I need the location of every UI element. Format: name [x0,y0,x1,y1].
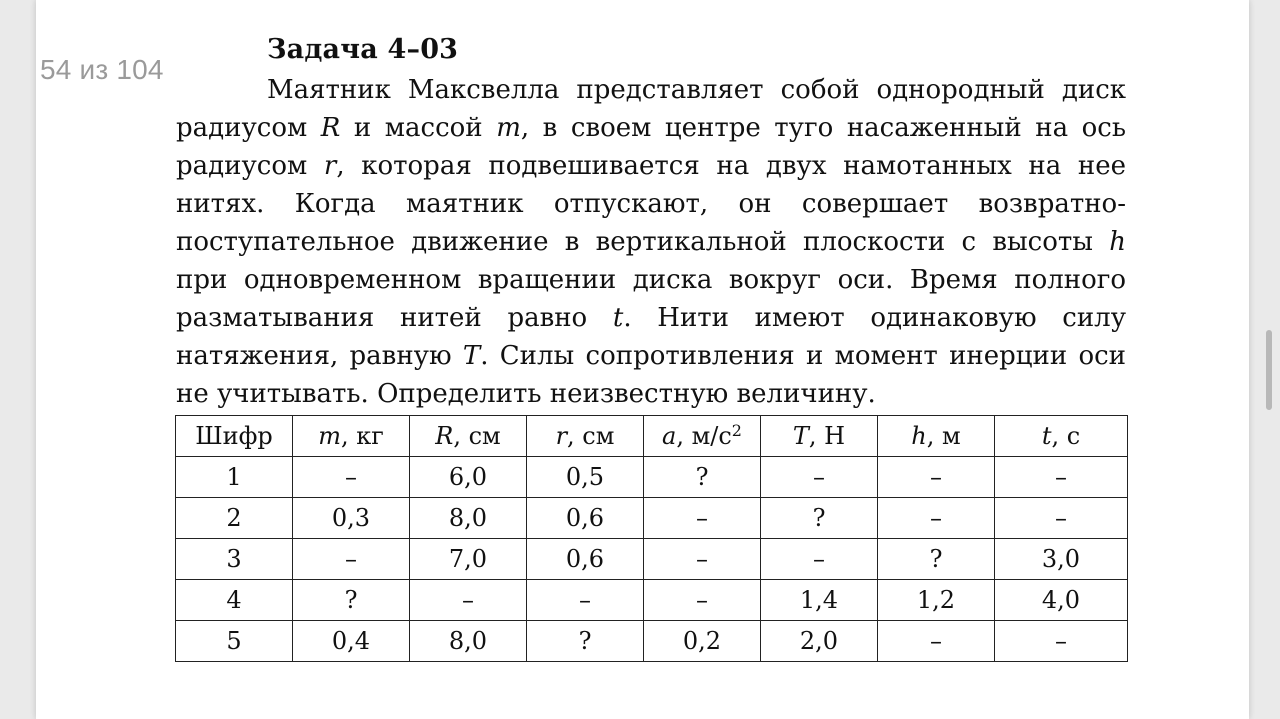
table-cell: – [761,457,878,498]
table-cell: – [644,580,761,621]
table-row [176,621,1128,662]
table-cell: 0,6 [527,498,644,539]
table-cell: 4,0 [995,580,1128,621]
symbol-t: t [612,303,624,333]
table-cell: 7,0 [410,539,527,580]
statement-text: и массой [340,113,497,143]
table-cell: ? [878,539,995,580]
table-cell: – [644,498,761,539]
symbol-h: h [1109,227,1126,257]
table-cell: 0,2 [644,621,761,662]
table-cell: 1,2 [878,580,995,621]
table-cell: 0,6 [527,539,644,580]
table-cell: ? [761,498,878,539]
statement-text: . Нити имеют одинаковую силу натяжения, равную [176,303,1126,371]
table-cell: – [878,457,995,498]
symbol-R: R [320,113,341,143]
table-cell: ? [527,621,644,662]
table-row [176,498,1128,539]
header-tension: T, Н [761,416,878,457]
task-title: Задача 4–03 [267,34,459,65]
table-cell: 3,0 [995,539,1128,580]
table-cell: – [995,457,1128,498]
table-cell: 8,0 [410,498,527,539]
table-cell: 0,5 [527,457,644,498]
cipher-cell: 4 [176,580,293,621]
table-row [176,539,1128,580]
statement-text: . Силы сопротивления и момент инерции оси не учитывать. Определить неизвестную величину. [176,341,1126,409]
table-cell: – [293,539,410,580]
page-counter: 54 из 104 [40,54,164,85]
statement-text: при одновременном вращении диска вокруг оси. Время полного разматывания нитей равно [176,265,1126,333]
cipher-cell: 1 [176,457,293,498]
statement-text: Маятник Максвелла представляет собой однородный диск радиусом [176,75,1126,143]
table-cell: 6,0 [410,457,527,498]
symbol-r: r [323,151,337,181]
table-cell: – [761,539,878,580]
header-acceleration: a, $м/с^2$ [644,416,761,457]
symbol-T: T [462,341,481,371]
cipher-cell: 5 [176,621,293,662]
table-cell: – [995,498,1128,539]
table-cell: – [878,498,995,539]
header-disk-radius: R, см [410,416,527,457]
table-cell: – [644,539,761,580]
header-height: h, м [878,416,995,457]
table-cell: 1,4 [761,580,878,621]
table-cell: 8,0 [410,621,527,662]
table-cell: ? [644,457,761,498]
table-cell: – [410,580,527,621]
header-axis-radius: r, см [527,416,644,457]
symbol-m: m [496,113,521,143]
table-row [176,457,1128,498]
header-mass: m, кг [293,416,410,457]
table-header-row [176,416,1128,457]
header-time: t, с [995,416,1128,457]
table-cell: – [995,621,1128,662]
table-cell: – [527,580,644,621]
table-row [176,580,1128,621]
statement-text: , которая подвешивается на двух намотанных на нее нитях. Когда маятник отпускают, он совершает возвратно-поступательное движение в вертикальной плоскости с высоты [176,151,1126,257]
table-cell: – [878,621,995,662]
table-cell: 2,0 [761,621,878,662]
variants-table [175,415,1128,662]
cipher-cell: 2 [176,498,293,539]
table-cell: ? [293,580,410,621]
table-cell: 0,3 [293,498,410,539]
cipher-cell: 3 [176,539,293,580]
table-cell: 0,4 [293,621,410,662]
task-statement [176,71,1126,413]
statement-text: , в своем центре туго насаженный на ось радиусом [176,113,1127,181]
header-cipher: Шифр [176,416,293,457]
table-cell: – [293,457,410,498]
scrollbar[interactable] [1266,330,1272,410]
